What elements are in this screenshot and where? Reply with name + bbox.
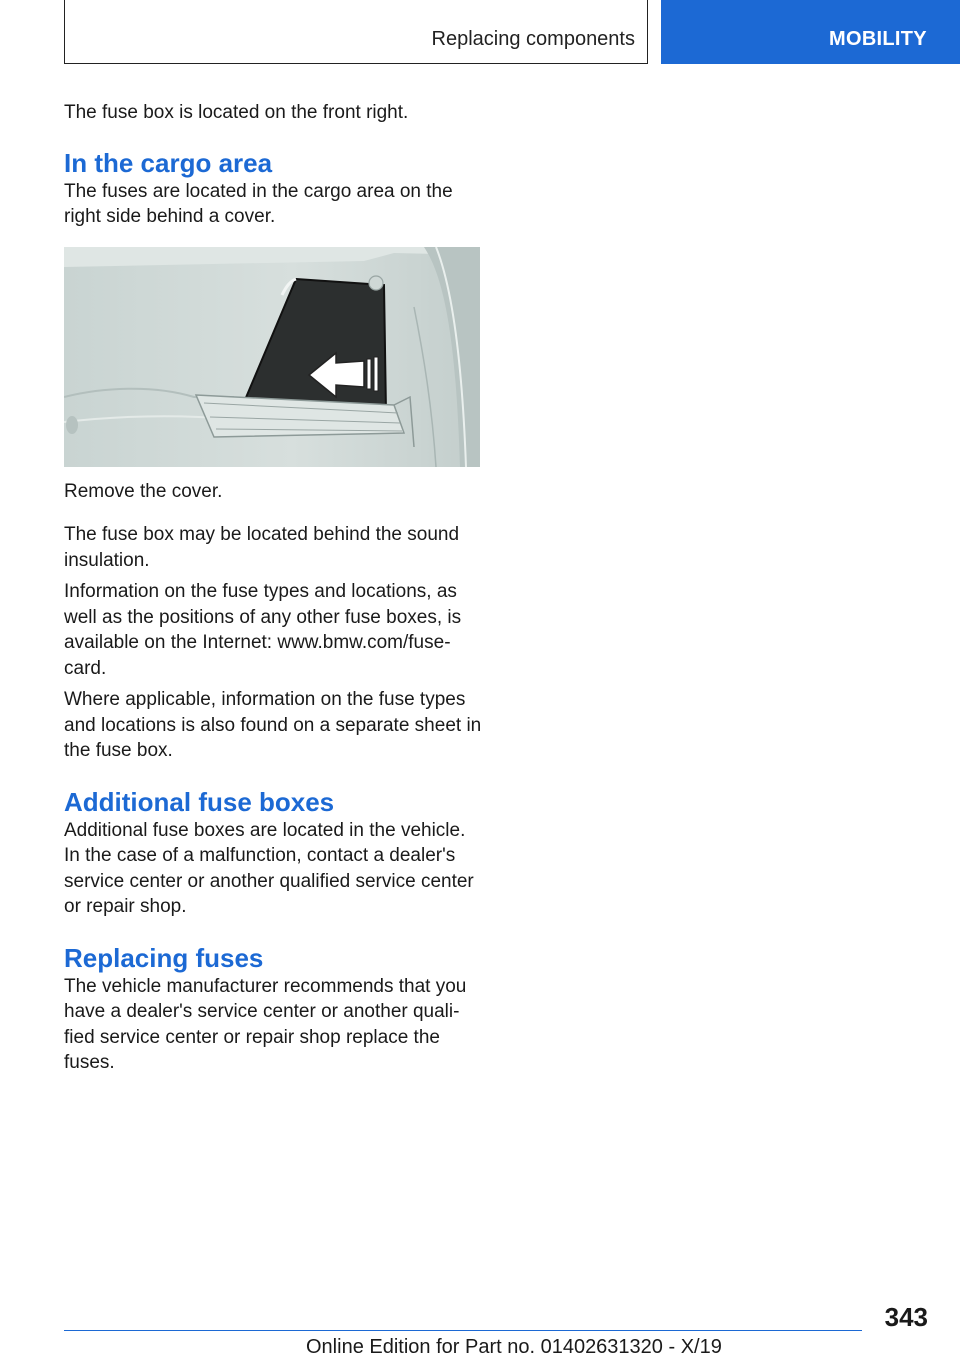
additional-fuse-text: Additional fuse boxes are located in the vehicle. In the case of a malfunction, contact a dealer's service center or another qualified service center or repair shop. xyxy=(64,819,474,917)
cargo-area-illustration xyxy=(64,247,480,467)
heading-additional-fuse-boxes: Additional fuse boxes xyxy=(64,786,335,817)
footer-divider xyxy=(64,1330,862,1331)
heading-cargo-area: In the cargo area xyxy=(64,147,273,178)
chapter-tab[interactable] xyxy=(661,0,960,64)
chapter-label: MOBILITY xyxy=(829,28,927,50)
figure-caption: Remove the cover. xyxy=(64,480,223,502)
heading-replacing-fuses: Replacing fuses xyxy=(64,942,264,973)
footer-edition: Online Edition for Part no. 01402631320 - X/19 xyxy=(306,1336,722,1358)
intro-text: The fuse box is located on the front right. xyxy=(64,102,409,123)
main-content xyxy=(64,100,484,1076)
cargo-area-drawing xyxy=(64,247,480,467)
header-section-box xyxy=(64,0,648,64)
internet-info-text: Information on the fuse types and locations, as well as the positions of any other fuse boxes, is available on the Internet: www.bmw.com/fuse-card. xyxy=(64,581,462,679)
section-title: Replacing components xyxy=(431,28,635,50)
separate-sheet-text: Where applicable, information on the fuse types and locations is also found on a separate sheet in the fuse box. xyxy=(64,689,482,761)
cargo-text: The fuses are located in the cargo area on the right side behind a cover. xyxy=(64,180,453,227)
page-number: 343 xyxy=(884,1302,928,1332)
insulation-text: The fuse box may be located behind the sound insulation. xyxy=(64,524,460,571)
replacing-fuses-text: The vehicle manufacturer recommends that you have a dealer's service center or another quali‐fied service center or repair shop replace the fuses. xyxy=(64,975,467,1073)
